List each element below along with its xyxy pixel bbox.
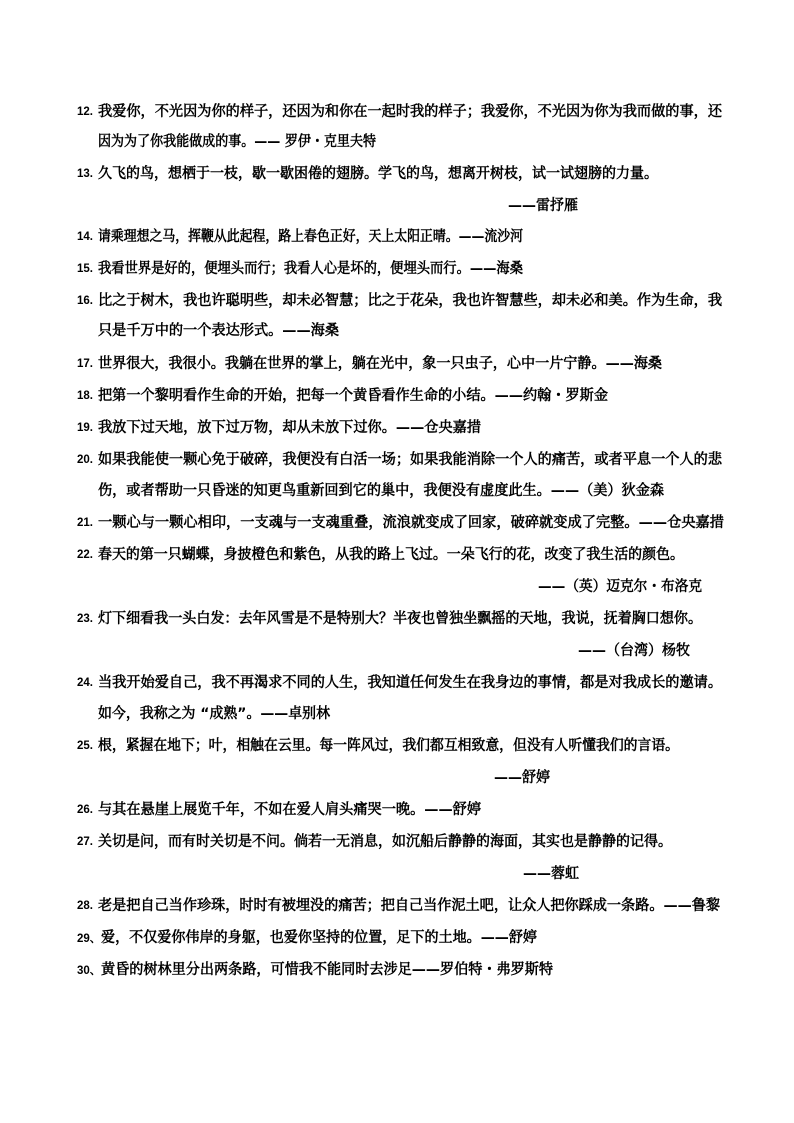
quote-number: 12. <box>77 106 93 118</box>
quote-line: 一颗心与一颗心相印，一支魂与一支魂重叠，流浪就变成了回家，破碎就变成了完整。——仓央嘉措 <box>98 515 724 531</box>
quote-number: 17. <box>77 358 93 370</box>
quote-line: 我放下过天地，放下过万物，却从未放下过你。——仓央嘉措 <box>98 420 481 436</box>
quote-number: 20. <box>77 454 93 466</box>
quote-line: 灯下细看我一头白发：去年风雪是不是特别大？半夜也曾独坐飘摇的天地，我说，抚着胸口想你。 <box>98 611 702 627</box>
quote-number: 27. <box>77 836 93 848</box>
quote-line: 如今，我称之为 “成熟”。——卓别林 <box>98 706 330 722</box>
quote-line: 根，紧握在地下；叶，相触在云里。每一阵风过，我们都互相致意，但没有人听懂我们的言语。 <box>98 738 679 754</box>
quote-number: 23. <box>77 613 93 625</box>
quote-line: 我看世界是好的，便埋头而行；我看人心是坏的，便埋头而行。——海桑 <box>98 261 523 277</box>
quote-line: 世界很大，我很小。我躺在世界的掌上，躺在光中，象一只虫子，心中一片宁静。——海桑 <box>98 356 662 372</box>
quote-line: 请乘理想之马，挥鞭从此起程，路上春色正好，天上太阳正晴。——流沙河 <box>98 229 523 245</box>
quote-line: 因为为了你我能做成的事。—— 罗伊・克里夫特 <box>98 134 376 150</box>
quote-number: 15. <box>77 263 93 275</box>
quote-line: 当我开始爱自己，我不再渴求不同的人生，我知道任何发生在我身边的事情，都是对我成长的邀请。 <box>98 675 722 691</box>
quote-line: 把第一个黎明看作生命的开始，把每一个黄昏看作生命的小结。——约翰・罗斯金 <box>98 388 608 404</box>
quote-number: 29、 <box>77 933 102 945</box>
quote-number: 18. <box>77 390 93 402</box>
quote-number: 24. <box>77 677 93 689</box>
quote-line: 与其在悬崖上展览千年，不如在爱人肩头痛哭一晚。——舒婷 <box>98 802 481 818</box>
quote-number: 16. <box>77 295 93 307</box>
quote-line: 29、爱，不仅爱你伟岸的身躯，也爱你坚持的位置，足下的土地。——舒婷 <box>77 930 538 946</box>
quote-line: 30、黄昏的树林里分出两条路，可惜我不能同时去涉足——罗伯特・弗罗斯特 <box>77 962 554 978</box>
quote-number: 26. <box>77 804 93 816</box>
quote-line: 我爱你，不光因为你的样子，还因为和你在一起时我的样子；我爱你，不光因为你为我而做的事，还 <box>98 104 722 120</box>
quote-number: 14. <box>77 231 93 243</box>
quote-number: 25. <box>77 740 93 752</box>
quote-number: 28. <box>77 900 93 912</box>
quote-attribution: ——舒婷 <box>494 770 550 786</box>
quote-line: 老是把自己当作珍珠，时时有被埋没的痛苦；把自己当作泥土吧，让众人把你踩成一条路。——鲁黎 <box>98 898 720 914</box>
quote-line: 伤，或者帮助一只昏迷的知更鸟重新回到它的巢中，我便没有虚度此生。——（美）狄金森 <box>98 483 664 499</box>
quote-line: 春天的第一只蝴蝶，身披橙色和紫色，从我的路上飞过。一朵飞行的花，改变了我生活的颜色。 <box>98 547 684 563</box>
quote-number: 22. <box>77 549 93 561</box>
quote-number: 30、 <box>77 965 102 977</box>
quote-attribution: ——蓉虹 <box>523 866 579 882</box>
quote-number: 19. <box>77 422 93 434</box>
quote-line: 久飞的鸟，想栖于一枝，歇一歇困倦的翅膀。学飞的鸟，想离开树枝，试一试翅膀的力量。 <box>98 166 658 182</box>
quote-line: 只是千万中的一个表达形式。——海桑 <box>98 323 339 339</box>
quote-number: 21. <box>77 517 93 529</box>
quote-line: 比之于树木，我也许聪明些，却未必智慧；比之于花朵，我也许智慧些，却未必和美。作为生命，我 <box>98 293 722 309</box>
quote-attribution: ——（英）迈克尔・布洛克 <box>538 579 702 595</box>
quote-line: 关切是问，而有时关切是不问。倘若一无消息，如沉船后静静的海面，其实也是静静的记得。 <box>98 834 672 850</box>
quote-attribution: ——（台湾）杨牧 <box>578 643 690 659</box>
quote-number: 13. <box>77 168 93 180</box>
quote-attribution: ——雷抒雁 <box>508 198 578 214</box>
quote-line: 如果我能使一颗心免于破碎，我便没有白活一场；如果我能消除一个人的痛苦，或者平息一个人的悲 <box>98 452 722 468</box>
